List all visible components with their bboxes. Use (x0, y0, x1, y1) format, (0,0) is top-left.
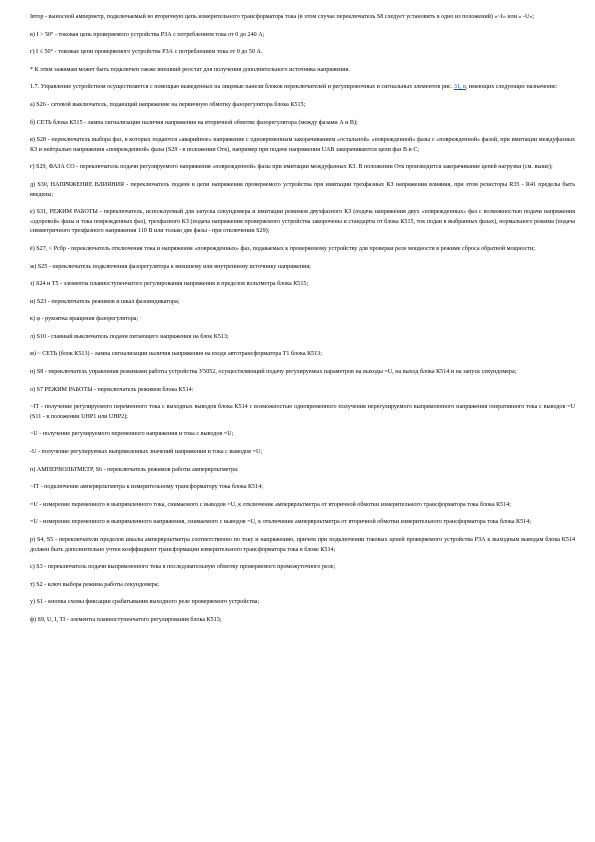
paragraph-item-n: н) S8 - переключатель управления режимами работы устройства У5052, осуществляющий подачу регулируемых параметров на выходы =U, на выход блока К514 и на запуск секундомера; (30, 369, 517, 376)
paragraph-item-g: г) I ≤ 50° - токовые цепи проверяемого устройства РЗА с потреблением тока от 0 до 50 А. (30, 49, 263, 56)
document-body (30, 13, 575, 634)
paragraph-item-u: у) S1 - кнопка схемы фиксации срабатывания выходного реле проверяемого устройства; (30, 599, 260, 606)
paragraph-item-zh: ж) S25 - переключатель подключения фазорегулятора к внешнему или внутреннему источнику напряжения; (30, 263, 311, 270)
paragraph-item-v2: в) S28 - переключатель выбора фаз, в которых подаются «аварийное» напряжение с одновременным закорачиванием «остальной» «поврежденной» фазы с «поврежденной» фазой, при имитации междуфазных КЗ и нейтралью напряжения «поврежденной» фазы (S29 - в положении Отк), например при подаче напряжения UАВ закорачиваются цепи фаз В и С; (30, 137, 575, 153)
section-1-7-lead: 1.7. Управление устройством осуществляется с помощью выведенных на лицевые панели блоков переключателей и регулировочных и сигнальных элементов рис. (30, 84, 454, 91)
paragraph-iv-note: Iвтор - выносной амперметр, подключаемый во вторичную цепь измерительного трансформатора тока (в этом случае переключатель S8 следует установить в одно из положений) «~I» или « -U»; (30, 14, 535, 20)
paragraph-section-1-7 (30, 83, 575, 93)
paragraph-item-v: в) I > 50° - токовая цепь проверяемого устройства РЗА с потреблением тока от 0 до 240 А; (30, 31, 265, 38)
paragraph-mode-dc-u: -U - получение регулируемых выпрямленных значений напряжения и тока с выводов =U; (30, 449, 263, 456)
figure-link[interactable]: 31, в (453, 84, 466, 91)
paragraph-item-e: е) S31, РЕЖИМ РАБОТЫ - переключатель, используемый для запуска секундомера и имитации режимов двухфазного КЗ (подача напряжения двух «поврежденных» фаз с возможностью подачи напряжения «здоровой» фазы и тока поврежденных фаз), трехфазного КЗ (подача напряжения проверяемого устройства закорочены и стандарты от блока К515, ток подан в выбранных фазах), нормального режима (подача симметричного трехфазного напряжения 110 В или только две фазы - при отключении S29); (30, 209, 575, 235)
paragraph-item-i: и) S23 - переключатель режимов и шкал фазоиндикатора; (30, 298, 180, 305)
paragraph-item-d: д) S30, НАПРЯЖЕНИЕ ВЛИЯНИЯ - переключатель подачи в цепи напряжения проверяемого устройства при имитации трехфазных КЗ напряжения влияния, при этом резисторы R35 - R41 пределы быть введены; (30, 181, 575, 198)
paragraph-item-k: к) φ - рукоятка вращения фазорегулятора; (30, 316, 139, 323)
paragraph-item-f: ф) S9, U, I, TI - элементы плавноступенчатого регулирования блока К513; (30, 616, 222, 623)
paragraph-item-o: о) S7 РЕЖИМ РАБОТЫ - переключатель режимов блока К514: (30, 386, 194, 393)
paragraph-item-b: б) СЕТЬ блока К515 - лампа сигнализации наличия напряжения на вторичной обмотке фазорегулятора (между фазами А и В); (30, 119, 358, 126)
section-1-7-tail: , имеющих следующее назначение: (465, 84, 558, 91)
paragraph-item-a: а) S26 - сетевой выключатель, подающий напряжение на первичную обмотку фазорегулятора блока К515; (30, 101, 306, 108)
paragraph-item-z: з) S24 и Т5 - элементы плавноступенчатого регулирования напряжения и пределов вольтметра блока К515; (30, 281, 309, 288)
paragraph-ammeter-it: ~IТ - подключение амперврльтметра к измерительному трансформатору тока блока К514; (30, 484, 263, 491)
paragraph-item-l: л) S10 - главный выключатель подачи питающего напряжения на блок К513; (30, 333, 229, 340)
paragraph-item-g2: г) S29, ФАЗА СО - переключатель подачи регулируемого напряжения «поврежденной» фазы при имитации междуфазных КЗ. В положении Отк производится закорачивание цепей нагрузки (см. выше); (30, 164, 553, 171)
paragraph-item-s: с) S3 - переключатель подачи выпрямленного тока в последовательную обмотку проверяемого промежуточного реле; (30, 564, 336, 571)
paragraph-item-p: п) АМПЕРВОЛЬТМЕТР, S6 - переключатель режимов работы амперврльтметра: (30, 466, 239, 473)
paragraph-item-r: р) S4, S5 - переключатели пределов шкалы амперврльтметра соответственно по току и напряжению, причем при подключении токовых цепей проверяемого устройства РЗА к выходным выводам блока К514 должен быть дополнительно учтен коэффициент трансформации измерительного трансформатора тока в блоке К514; (30, 537, 575, 553)
paragraph-ammeter-current: =U - измерение переменного и выпрямленного тока, снимаемого с выводов =U, к отключение амперврльтметра от вторичной обмотки измерительного трансформатора тока блока К514; (30, 501, 511, 508)
paragraph-ammeter-voltage: =U - измерение переменного и выпрямленного напряжения, снимаемого с выводов =U, к отключение амперврльтметра от вторичной обмотки измерительного трансформатора тока блока К514; (30, 519, 531, 526)
paragraph-item-t: т) S2 - ключ выбора режима работы секундомера; (30, 581, 160, 588)
paragraph-mode-ac-u: ~U - получение регулируемого переменного напряжения и тока с выводов =U; (30, 431, 234, 438)
paragraph-mode-it: ~IТ - получение регулируемого переменного тока с выходных выводов блока К514 с возможностью одновременного получения нерегулируемого выпрямленного напряжения оперативного тока с выводов =U (S11 - в положении UНР1 или UНР2); (30, 404, 575, 420)
paragraph-item-yo: ё) S27, < Рсбр - переключатель отключения тока и напряжения «поврежденных» фаз, подаваемых к проверяемому устройству для проверки реле мощности в режиме сброса обратной мощности; (30, 245, 535, 252)
paragraph-item-m: м) ~ СЕТЬ (блок К513) - лампа сигнализации наличия напряжения на входе автотрансформатора Т1 блока К513; (30, 351, 322, 358)
paragraph-footnote: * К этим зажимам может быть подключен также внешний реостат для получения дополнительного источника напряжения. (30, 66, 350, 73)
